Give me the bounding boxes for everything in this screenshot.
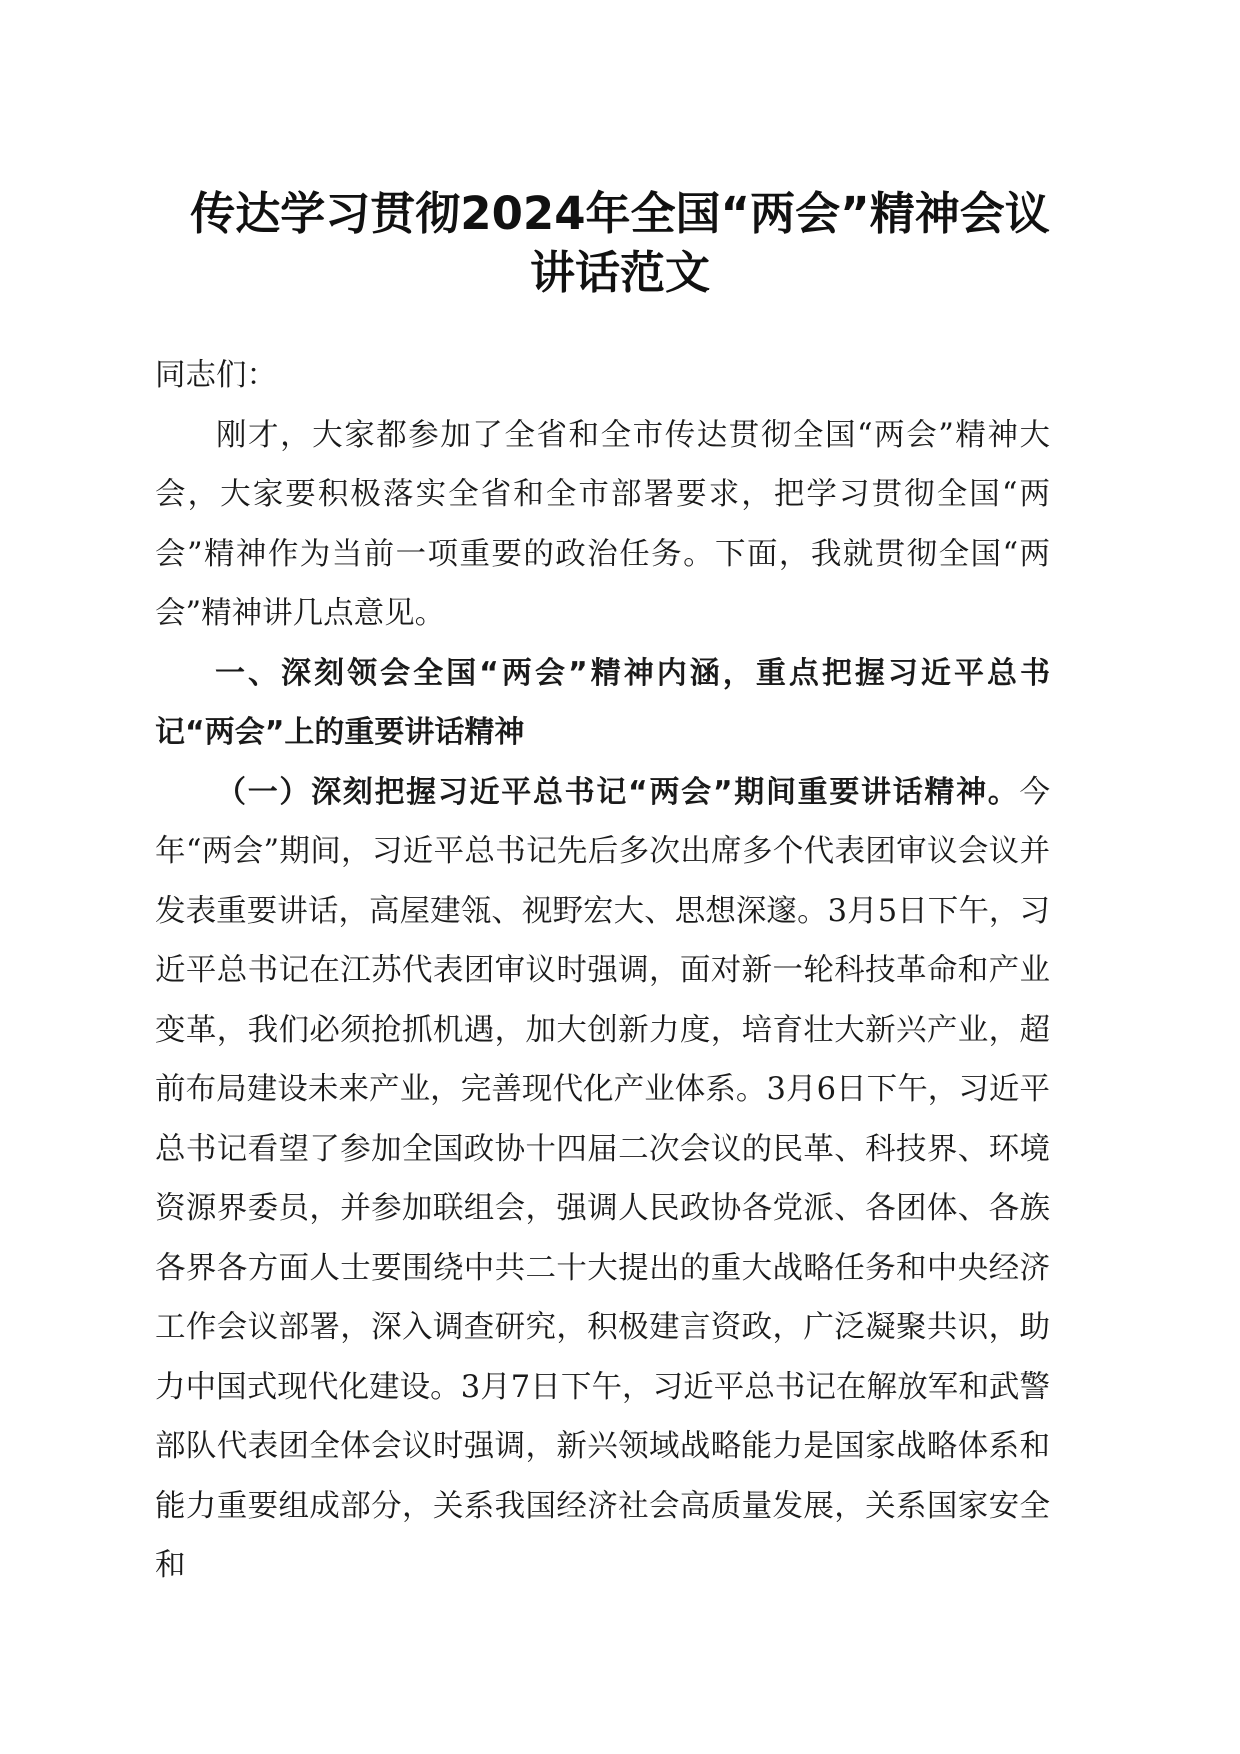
section-1-heading: 一、深刻领会全国“两会”精神内涵，重点把握习近平总书记“两会”上的重要讲话精神 <box>155 655 1050 750</box>
intro-paragraph: 刚才，大家都参加了全省和全市传达贯彻全国“两会”精神大会，大家要积极落实全省和全市部署要求，把学习贯彻全国“两会”精神作为当前一项重要的政治任务。下面，我就贯彻全国“两会”精神讲几点意见。 <box>155 417 1050 631</box>
subsection-1-body: 今年“两会”期间，习近平总书记先后多次出席多个代表团审议会议并发表重要讲话，高屋建瓴、视野宏大、思想深邃。3月5日下午，习近平总书记在江苏代表团审议时强调，面对新一轮科技革命和产业变革，我们必须抢抓机遇，加大创新力度，培育壮大新兴产业，超前布局建设未来产业，完善现代化产业体系。3月6日下午，习近平总书记看望了参加全国政协十四届二次会议的民革、科技界、环境资源界委员，并参加联组会，强调人民政协各党派、各团体、各族各界各方面人士要围绕中共二十大提出的重大战略任务和中央经济工作会议部署，深入调查研究，积极建言资政，广泛凝聚共识，助力中国式现代化建设。3月7日下午，习近平总书记在解放军和武警部队代表团全体会议时强调，新兴领域战略能力是国家战略体系和能力重要组成部分，关系我国经济社会高质量发展，关系国家安全和 <box>155 774 1050 1583</box>
salutation: 同志们： <box>155 358 277 393</box>
document-title-line-2: 讲话范文 <box>529 246 710 299</box>
subsection-1-title: （一）深刻把握习近平总书记“两会”期间重要讲话精神。 <box>216 774 1020 810</box>
document-title-line-1: 传达学习贯彻2024年全国“两会”精神会议 <box>190 187 1050 240</box>
document-body <box>155 346 1050 1596</box>
subsection-1-paragraph <box>155 763 1050 1596</box>
